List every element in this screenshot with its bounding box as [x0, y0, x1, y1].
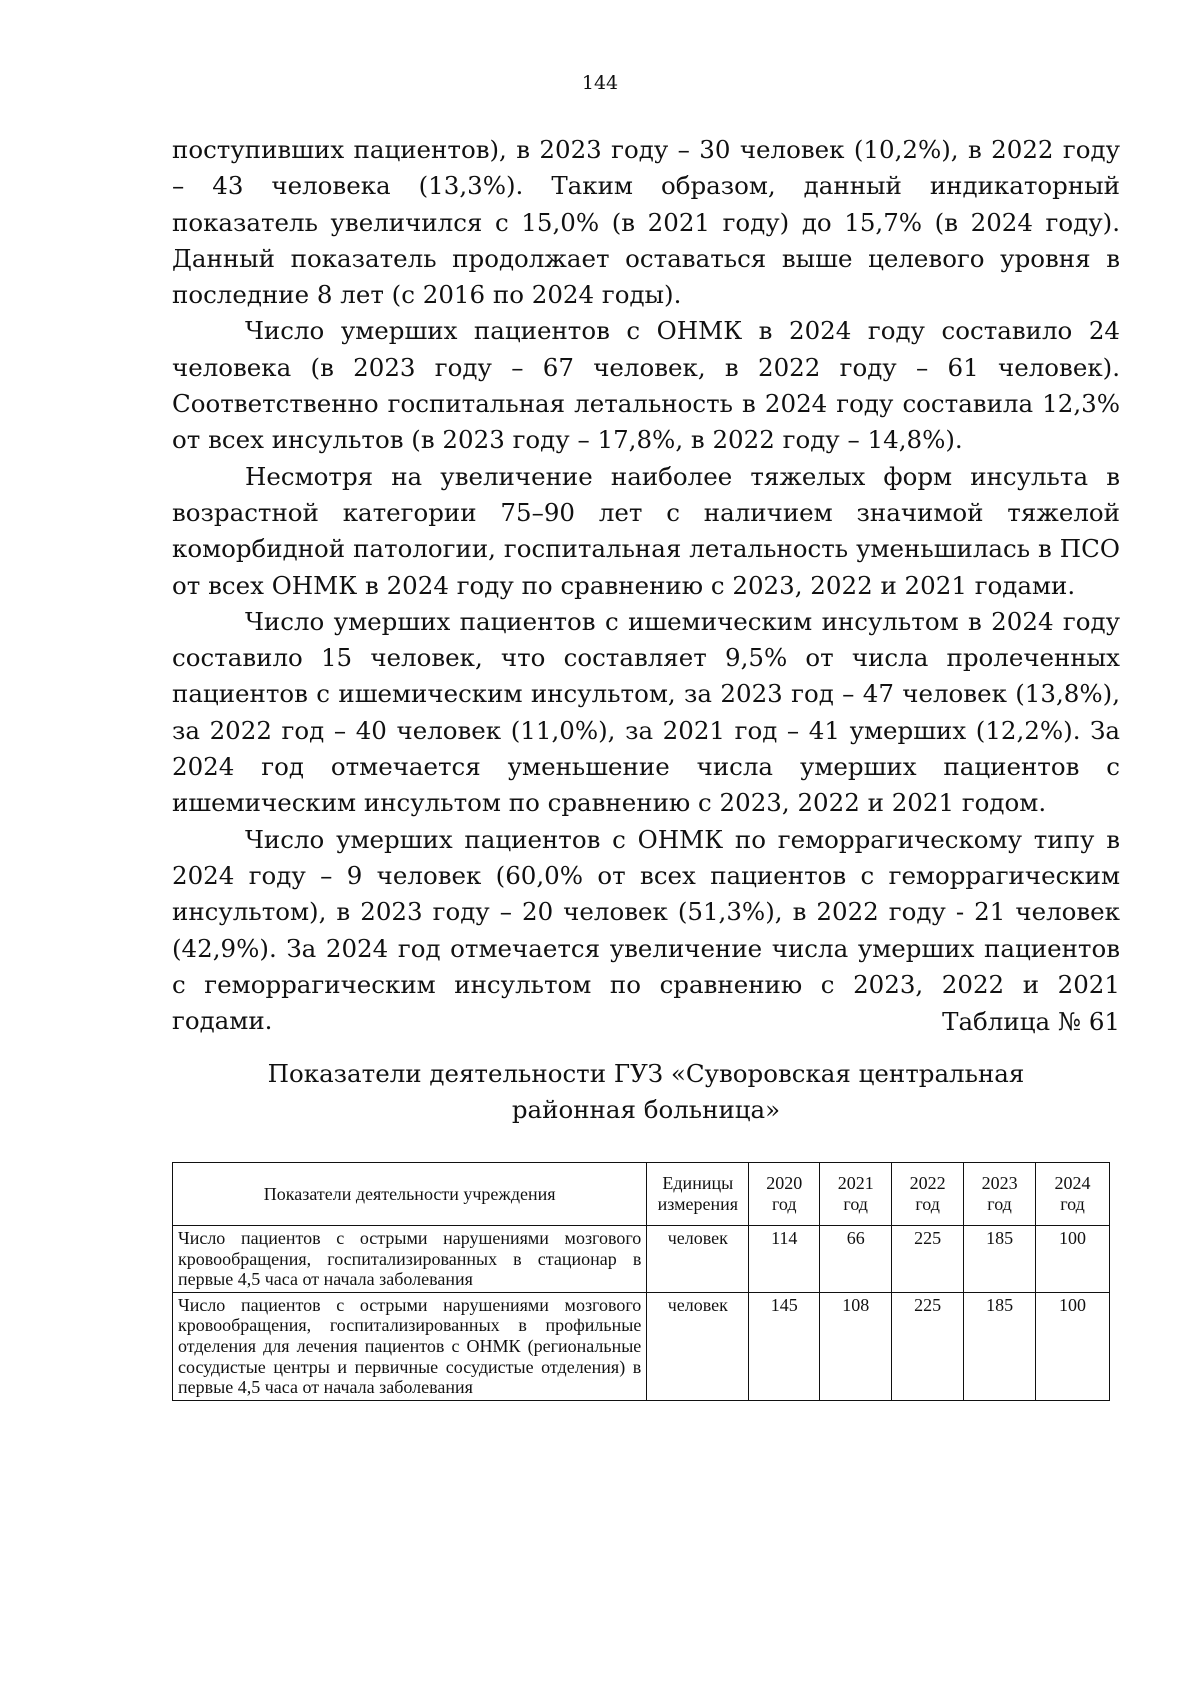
header-indicator: Показатели деятельности учреждения — [173, 1163, 647, 1226]
paragraph-hemorrhagic-deaths: Число умерших пациентов с ОНМК по геморрагическому типу в 2024 году – 9 человек (60,0% от всех пациентов с геморрагическим инсультом), в 2023 году – 20 человек (51,3%), в 2022 году - 21 человек (42,9%). За 2024 год отмечается увеличение числа умерших пациентов с геморрагическим инсультом по сравнению с 2023, 2022 и 2021 годами. — [172, 824, 1120, 1036]
paragraph-severity-note: Несмотря на увеличение наиболее тяжелых форм инсульта в возрастной категории 75–90 лет с наличием значимой тяжелой коморбидной патологии, госпитальная летальность уменьшилась в ПСО от всех ОНМК в 2024 году по сравнению с 2023, 2022 и 2021 годами. — [172, 461, 1120, 600]
row-unit: человек — [647, 1292, 749, 1400]
indicators-table — [172, 1162, 1110, 1401]
table-header-row — [173, 1163, 1110, 1226]
row-value-2022: 225 — [892, 1226, 964, 1293]
row-value-2021: 108 — [820, 1292, 892, 1400]
row-value-2024: 100 — [1036, 1226, 1110, 1293]
header-year-label: год — [915, 1194, 940, 1214]
header-year-label: год — [843, 1194, 868, 1214]
table-number: Таблица № 61 — [942, 1007, 1120, 1036]
table-title-line-1: Показатели деятельности ГУЗ «Суворовская центральная — [267, 1059, 1025, 1088]
page-number: 144 — [581, 72, 619, 94]
header-year-value: 2024 — [1054, 1173, 1091, 1194]
row-indicator: Число пациентов с острыми нарушениями мозгового кровообращения, госпитализированных в стационар в первые 4,5 часа от начала заболевания — [173, 1226, 647, 1293]
header-year-value: 2021 — [837, 1173, 874, 1194]
paragraph-continuation: поступивших пациентов), в 2023 году – 30 человек (10,2%), в 2022 году – 43 человека (13,3%). Таким образом, данный индикаторный показатель увеличился с 15,0% (в 2021 году) до 15,7% (в 2024 году). Данный показатель продолжает оставаться выше целевого уровня в последние 8 лет (с 2016 по 2024 годы). — [172, 135, 1120, 310]
header-year-label: год — [1060, 1194, 1085, 1214]
paragraph-ischemic-deaths: Число умерших пациентов с ишемическим инсультом в 2024 году составило 15 человек, что составляет 9,5% от числа пролеченных пациентов с ишемическим инсультом, за 2023 год – 47 человек (13,8%), за 2022 год – 40 человек (11,0%), за 2021 год – 41 умерших (12,2%). За 2024 год отмечается уменьшение числа умерших пациентов с ишемическим инсультом по сравнению с 2023, 2022 и 2021 годом. — [172, 606, 1120, 818]
row-value-2020: 114 — [749, 1226, 820, 1293]
table-row — [173, 1226, 1110, 1293]
header-unit-line-1: Единицы — [662, 1173, 734, 1194]
table-row — [173, 1292, 1110, 1400]
header-year-label: год — [771, 1194, 797, 1214]
row-value-2024: 100 — [1036, 1292, 1110, 1400]
header-year-2024 — [1036, 1163, 1110, 1226]
row-value-2023: 185 — [964, 1226, 1036, 1293]
header-year-label: год — [987, 1194, 1012, 1214]
header-unit-line-2: измерения — [657, 1194, 738, 1214]
body-text — [172, 132, 1120, 1039]
table-title-line-2: районная больница» — [511, 1095, 781, 1125]
header-unit — [647, 1163, 749, 1226]
row-value-2020: 145 — [749, 1292, 820, 1400]
header-year-2021 — [820, 1163, 892, 1226]
header-year-value: 2023 — [981, 1173, 1018, 1194]
row-value-2022: 225 — [892, 1292, 964, 1400]
paragraph-deaths-total: Число умерших пациентов с ОНМК в 2024 году составило 24 человека (в 2023 году – 67 человек, в 2022 году – 61 человек). Соответственно госпитальная летальность в 2024 году составила 12,3% от всех инсультов (в 2023 году – 17,8%, в 2022 году – 14,8%). — [172, 316, 1120, 455]
header-year-2022 — [892, 1163, 964, 1226]
header-year-2023 — [964, 1163, 1036, 1226]
row-unit: человек — [647, 1226, 749, 1293]
header-year-2020 — [749, 1163, 820, 1226]
row-value-2021: 66 — [820, 1226, 892, 1293]
row-indicator: Число пациентов с острыми нарушениями мозгового кровообращения, госпитализированных в профильные отделения для лечения пациентов с ОНМК (региональные сосудистые центры и первичные сосудистые отделения) в первые 4,5 часа от начала заболевания — [173, 1292, 647, 1400]
header-year-value: 2022 — [909, 1173, 946, 1194]
header-year-value: 2020 — [766, 1173, 803, 1194]
row-value-2023: 185 — [964, 1292, 1036, 1400]
table-title — [172, 1056, 1120, 1129]
